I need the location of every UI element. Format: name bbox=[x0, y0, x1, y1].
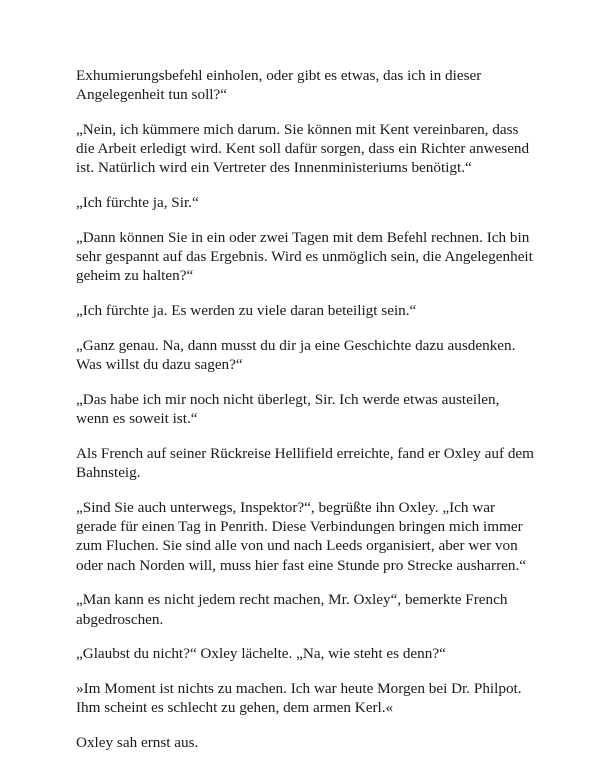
paragraph-8: Als French auf seiner Rückreise Hellifield erreichte, fand er Oxley auf dem Bahnsteig. bbox=[76, 445, 534, 482]
paragraph-13: Oxley sah ernst aus. bbox=[76, 734, 199, 752]
paragraph-1: Exhumierungsbefehl einholen, oder gibt es etwas, das ich in dieser Angelegenheit tun soll?“ bbox=[76, 67, 482, 104]
paragraph-3: „Ich fürchte ja, Sir.“ bbox=[76, 194, 199, 212]
paragraph-9: „Sind Sie auch unterwegs, Inspektor?“, begrüßte ihn Oxley. „Ich war gerade für einen Tag in Penrith. Diese Verbindungen bringen mich immer zum Fluchen. Sie sind alle von und nach Leeds organisiert, aber wer von oder nach Norden will, muss hier fast eine Stunde pro Strecke ausharren.“ bbox=[76, 499, 526, 574]
paragraph-5: „Ich fürchte ja. Es werden zu viele daran beteiligt sein.“ bbox=[76, 302, 417, 320]
paragraph-2: „Nein, ich kümmere mich darum. Sie können mit Kent vereinbaren, dass die Arbeit erledigt wird. Kent soll dafür sorgen, dass ein Richter anwesend ist. Natürlich wird ein Vertreter des Innenministeriums benötigt.“ bbox=[76, 121, 530, 177]
document-page bbox=[76, 66, 536, 768]
paragraph-11: „Glaubst du nicht?“ Oxley lächelte. „Na, wie steht es denn?“ bbox=[76, 645, 446, 663]
paragraph-4: „Dann können Sie in ein oder zwei Tagen mit dem Befehl rechnen. Ich bin sehr gespannt auf das Ergebnis. Wird es unmöglich sein, die Angelegenheit geheim zu halten?“ bbox=[76, 229, 533, 285]
paragraph-10: „Man kann es nicht jedem recht machen, Mr. Oxley“, bemerkte French abgedroschen. bbox=[76, 591, 508, 628]
paragraph-7: „Das habe ich mir noch nicht überlegt, Sir. Ich werde etwas austeilen, wenn es soweit ist.“ bbox=[76, 391, 500, 428]
paragraph-12: »Im Moment ist nichts zu machen. Ich war heute Morgen bei Dr. Philpot. Ihm scheint es schlecht zu gehen, dem armen Kerl.« bbox=[76, 680, 522, 717]
paragraph-6: „Ganz genau. Na, dann musst du dir ja eine Geschichte dazu ausdenken. Was willst du dazu sagen?“ bbox=[76, 337, 516, 374]
